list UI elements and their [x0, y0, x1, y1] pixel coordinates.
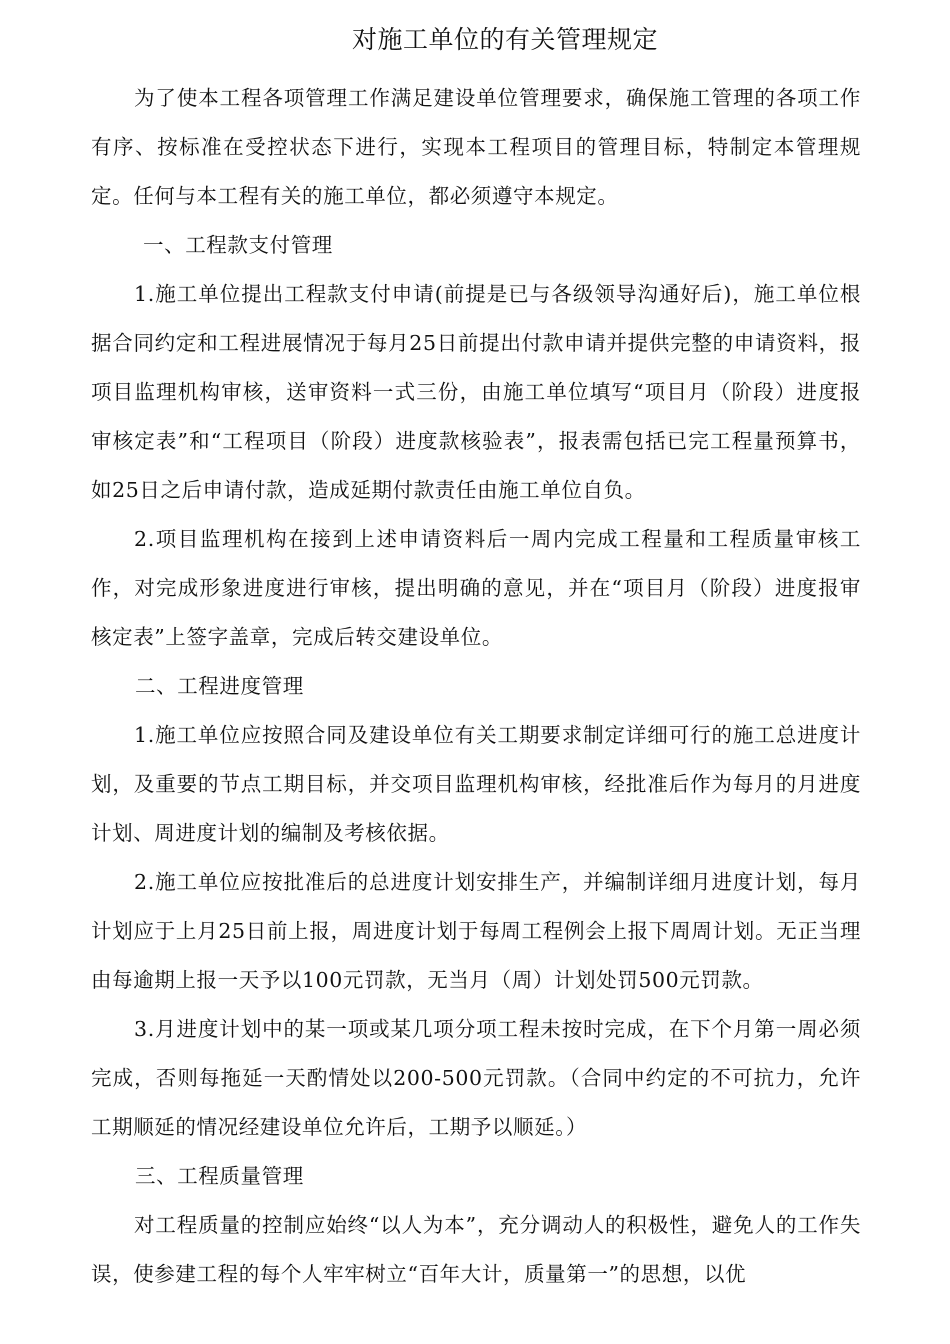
- section-heading-schedule: 二、工程进度管理: [135, 674, 304, 698]
- schedule-item-2: 2.施工单位应按批准后的总进度计划安排生产，并编制详细月进度计划，每月计划应于上月25日前上报，周进度计划于每周工程例会上报下周周计划。无正当理由每逾期上报一天予以100元罚款，无当月（周）计划处罚500元罚款。: [91, 870, 861, 992]
- payment-item-1: 1.施工单位提出工程款支付申请(前提是已与各级领导沟通好后)，施工单位根据合同约定和工程进展情况于每月25日前提出付款申请并提供完整的申请资料，报项目监理机构审核，送审资料一式三份，由施工单位填写“项目月（阶段）进度报审核定表”和“工程项目（阶段）进度款核验表”，报表需包括已完工程量预算书，如25日之后申请付款，造成延期付款责任由施工单位自负。: [91, 282, 861, 502]
- section-heading-payment: 一、工程款支付管理: [143, 233, 333, 257]
- document-title: 对施工单位的有关管理规定: [351, 25, 658, 54]
- quality-item-1: 对工程质量的控制应始终“以人为本”，充分调动人的积极性，避免人的工作失误，使参建工程的每个人牢牢树立“百年大计，质量第一”的思想，以优: [91, 1213, 861, 1286]
- intro-paragraph: 为了使本工程各项管理工作满足建设单位管理要求，确保施工管理的各项工作有序、按标准在受控状态下进行，实现本工程项目的管理目标，特制定本管理规定。任何与本工程有关的施工单位，都必须遵守本规定。: [91, 86, 861, 208]
- section-heading-quality: 三、工程质量管理: [135, 1164, 304, 1188]
- document-body: [91, 74, 861, 1299]
- schedule-item-3: 3.月进度计划中的某一项或某几项分项工程未按时完成，在下个月第一周必须完成，否则每拖延一天酌情处以200-500元罚款。（合同中约定的不可抗力，允许工期顺延的情况经建设单位允许后，工期予以顺延。）: [91, 1017, 861, 1139]
- payment-item-2: 2.项目监理机构在接到上述申请资料后一周内完成工程量和工程质量审核工作，对完成形象进度进行审核，提出明确的意见，并在“项目月（阶段）进度报审核定表”上签字盖章，完成后转交建设单位。: [91, 527, 861, 649]
- schedule-item-1: 1.施工单位应按照合同及建设单位有关工期要求制定详细可行的施工总进度计划，及重要的节点工期目标，并交项目监理机构审核，经批准后作为每月的月进度计划、周进度计划的编制及考核依据。: [91, 723, 861, 845]
